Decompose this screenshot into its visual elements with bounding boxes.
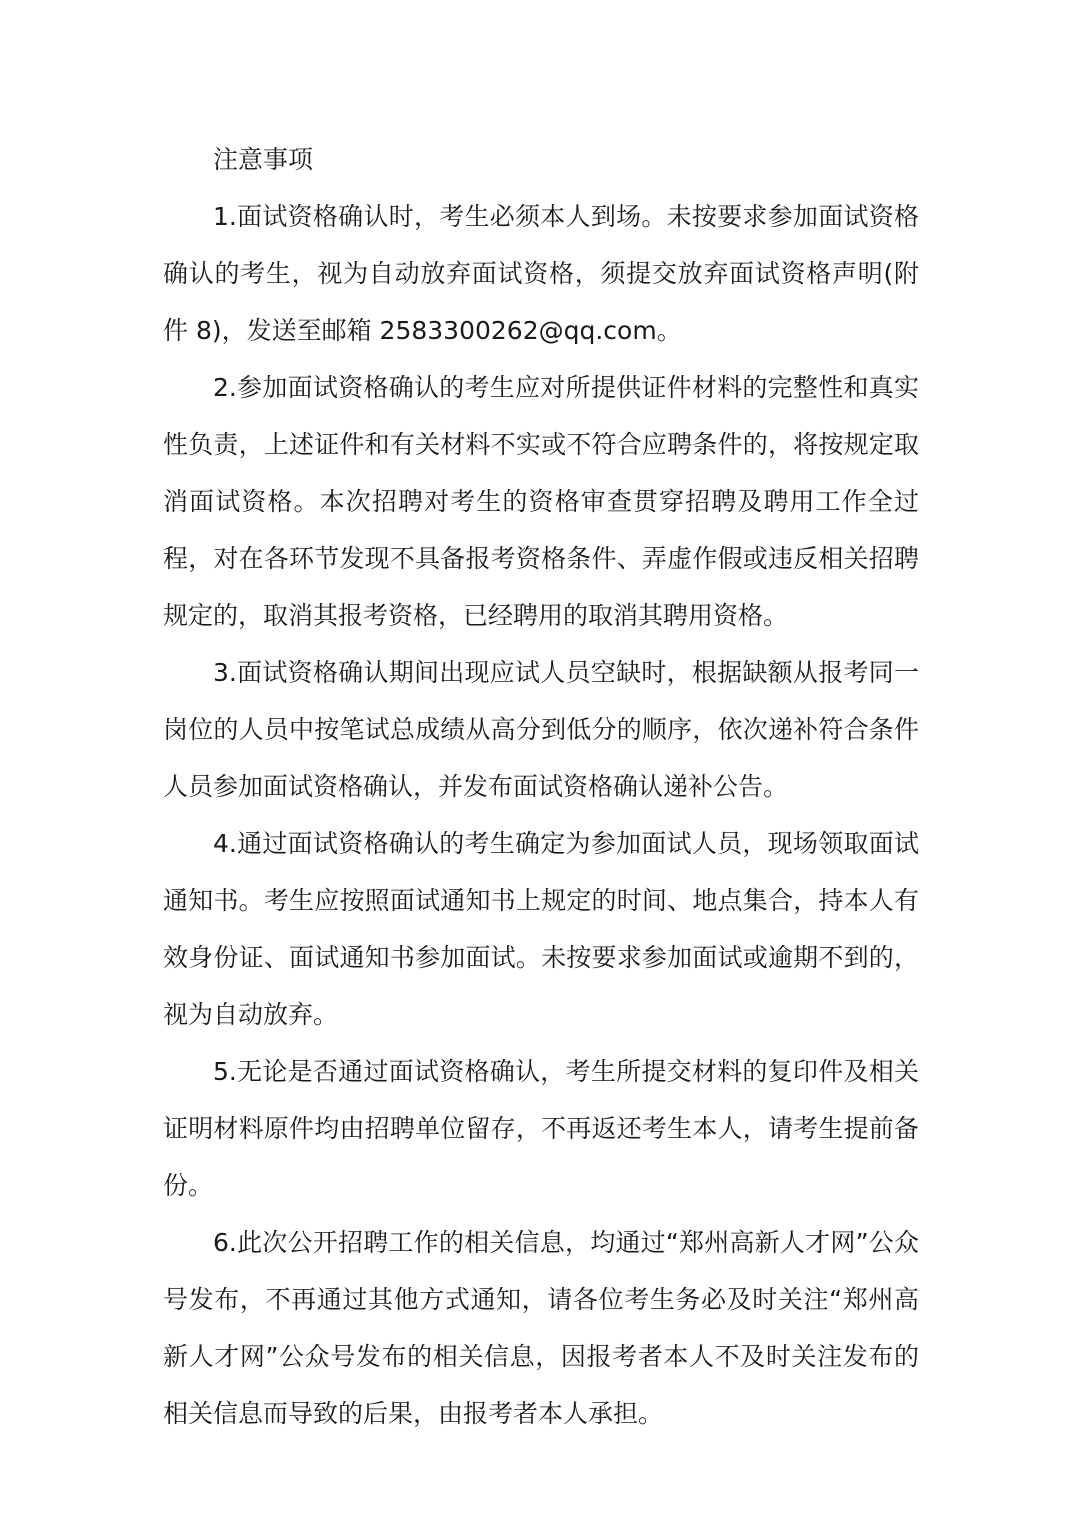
section-heading: 注意事项	[213, 145, 314, 174]
document-body	[163, 131, 919, 1442]
notice-item-2: 2.参加面试资格确认的考生应对所提供证件材料的完整性和真实性负责，上述证件和有关材料不实或不符合应聘条件的，将按规定取消面试资格。本次招聘对考生的资格审查贯穿招聘及聘用工作全过程，对在各环节发现不具备报考资格条件、弄虚作假或违反相关招聘规定的，取消其报考资格，已经聘用的取消其聘用资格。	[163, 373, 919, 630]
notice-item-4: 4.通过面试资格确认的考生确定为参加面试人员，现场领取面试通知书。考生应按照面试通知书上规定的时间、地点集合，持本人有效身份证、面试通知书参加面试。未按要求参加面试或逾期不到的，视为自动放弃。	[163, 829, 919, 1029]
notice-item-3: 3.面试资格确认期间出现应试人员空缺时，根据缺额从报考同一岗位的人员中按笔试总成绩从高分到低分的顺序，依次递补符合条件人员参加面试资格确认，并发布面试资格确认递补公告。	[163, 658, 919, 801]
notice-item-5: 5.无论是否通过面试资格确认，考生所提交材料的复印件及相关证明材料原件均由招聘单位留存，不再返还考生本人，请考生提前备份。	[163, 1057, 919, 1200]
notice-item-1: 1.面试资格确认时，考生必须本人到场。未按要求参加面试资格确认的考生，视为自动放弃面试资格，须提交放弃面试资格声明(附件 8)，发送至邮箱 2583300262@qq.com。	[163, 202, 919, 345]
notice-item-6: 6.此次公开招聘工作的相关信息，均通过“郑州高新人才网”公众号发布，不再通过其他方式通知，请各位考生务必及时关注“郑州高新人才网”公众号发布的相关信息，因报考者本人不及时关注发布的相关信息而导致的后果，由报考者本人承担。	[163, 1228, 919, 1428]
